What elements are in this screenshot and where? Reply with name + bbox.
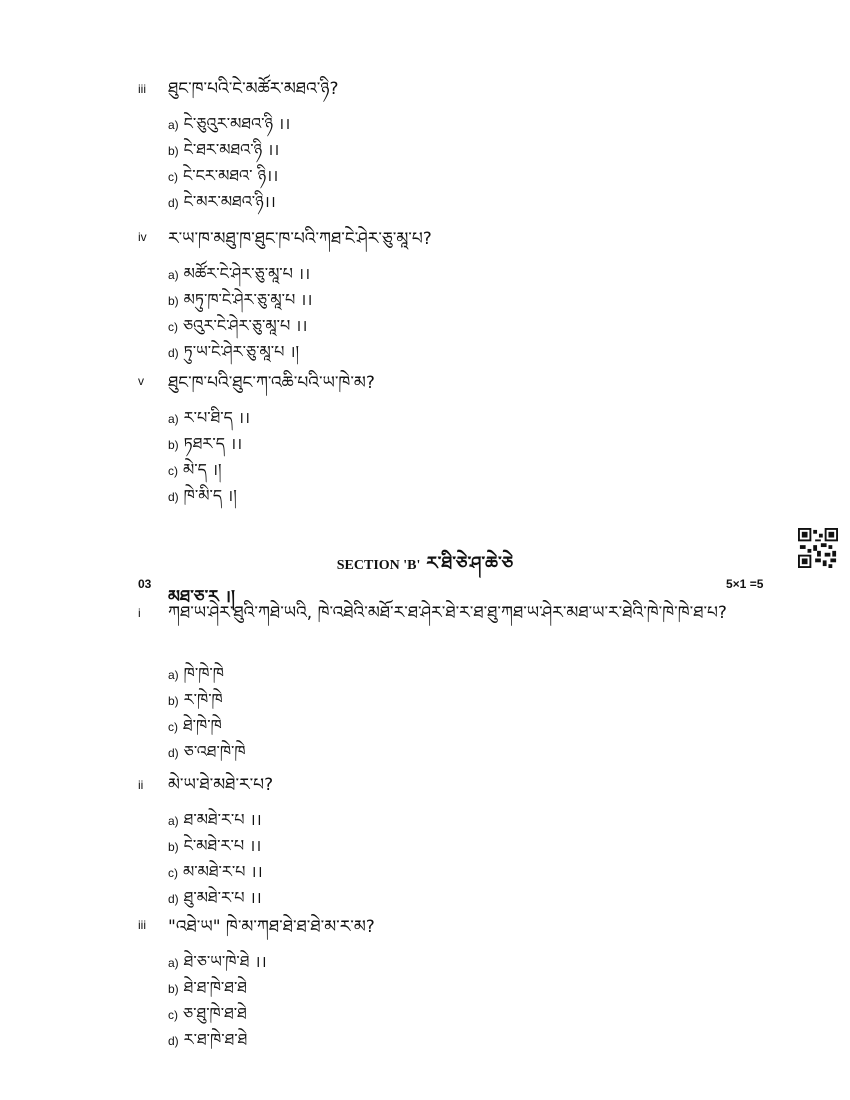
option-a: a) ར་པ་ཐི་ད ।। — [168, 408, 251, 427]
option-b: b) ཐེ་ཐ་ཁེ་ཐ་ཐེ — [168, 978, 247, 997]
question-number: iii — [138, 918, 146, 932]
option-a: a) ངེ་ཅུའུར་མཐའ་ཉི ।। — [168, 114, 291, 133]
option-b: b) ར་ཁེ་ཁེ — [168, 690, 223, 709]
question-text: ར་ཡ་ཁ་མཐུ་ཁ་ཐུང་ཁ་པའི་ཀཐ་ངེ་ཤེར་ཅུ་མཱ་པ? — [168, 229, 432, 249]
question-number: iii — [138, 82, 146, 96]
question-text: ཐུང་ཁ་པའི་ངེ་མཚོར་མཐའ་ཉི? — [168, 79, 339, 99]
marks-label: 5×1 =5 — [726, 577, 764, 591]
question-text: ཐུང་ཁ་པའི་ཐུང་ཀ་འཆི་པའི་ཡ་ཁེ་མ? — [168, 373, 375, 393]
section-title-local: ར་ཐི་ཅེ་ཤ་ཆེ་ཅེ — [426, 553, 514, 574]
option-d: d) ཁེ་མི་ད ।། — [168, 486, 237, 505]
question-number: v — [138, 374, 144, 388]
question-03-heading: མཐ་ཅ་ར ।། — [168, 587, 235, 607]
option-c: c) ཐེ་ཁེ་ཁེ — [168, 716, 222, 735]
option-a: a) མཚོར་ངེ་ཤེར་ཅུ་མཱ་པ ।। — [168, 264, 311, 283]
option-d: d) ཅ་འཐ་ཁེ་ཁེ — [168, 742, 246, 761]
question-text: ཀཐ་ཡ་ཤེར་ཐུའི་ཀཐེ་ཡའི, ཁེ་འཐེའི་མཐོ་ར་ཐ་ཤེར་ཐེ་ར་ཐ་ཐུ་ཀཐ་ཡ་ཤེར་མཐ་ཡ་ར་ཐེའི་ཁེ་ཁེ་ཁེ་ཐ་པ? — [168, 603, 727, 623]
option-b: b) མཏུ་ཁ་ངེ་ཤེར་ཅུ་མཱ་པ ।। — [168, 290, 313, 309]
option-d: d) ར་ཐ་ཁེ་ཐ་ཐེ — [168, 1030, 248, 1049]
option-c: c) ཅ་ཐུ་ཁེ་ཐ་ཐེ — [168, 1004, 247, 1023]
question-number: ii — [138, 778, 144, 792]
option-b: b) ངེ་མཐེ་ར་པ ।। — [168, 836, 262, 855]
option-a: a) ཁེ་ཁེ་ཁེ — [168, 664, 224, 683]
option-a: a) ཐ་མཐེ་ར་པ ।। — [168, 810, 262, 829]
qr-code-icon — [798, 528, 838, 568]
option-d: d) ཐུ་མཐེ་ར་པ ।। — [168, 888, 262, 907]
option-b: b) ཏཐར་ད ।। — [168, 434, 243, 453]
question-text: "འཐེ་ཡ" ཁེ་མ་ཀཐ་ཐེ་ཐ་ཐེ་མ་ར་མ? — [168, 917, 375, 937]
section-title — [0, 544, 850, 594]
option-c: c) མ་མཐེ་ར་པ ।। — [168, 862, 263, 881]
option-c: c) ཅའུར་ངེ་ཤེར་ཅུ་མཱ་པ ।। — [168, 316, 308, 335]
option-d: d) ཏུ་ཡ་ངེ་ཤེར་ཅུ་མཱ་པ ।། — [168, 342, 300, 361]
option-c: c) ངེ་ངར་མཐའ་ ཉི।। — [168, 166, 279, 185]
option-b: b) ངེ་ཐར་མཐའ་ཉི ।। — [168, 140, 280, 159]
question-text: མེ་ཡ་ཐེ་མཐེ་ར་པ? — [168, 775, 274, 795]
option-c: c) མེ་ད ।། — [168, 460, 222, 479]
question-number: i — [138, 606, 141, 620]
question-03-number: 03 — [138, 577, 152, 591]
question-number: iv — [138, 230, 147, 244]
option-d: d) ངེ་མར་མཐའ་ཉི।। — [168, 192, 276, 211]
option-a: a) ཐེ་ཅ་ཡ་ཁེ་ཐེ ।। — [168, 952, 267, 971]
section-title-english: SECTION 'B' — [336, 558, 421, 573]
